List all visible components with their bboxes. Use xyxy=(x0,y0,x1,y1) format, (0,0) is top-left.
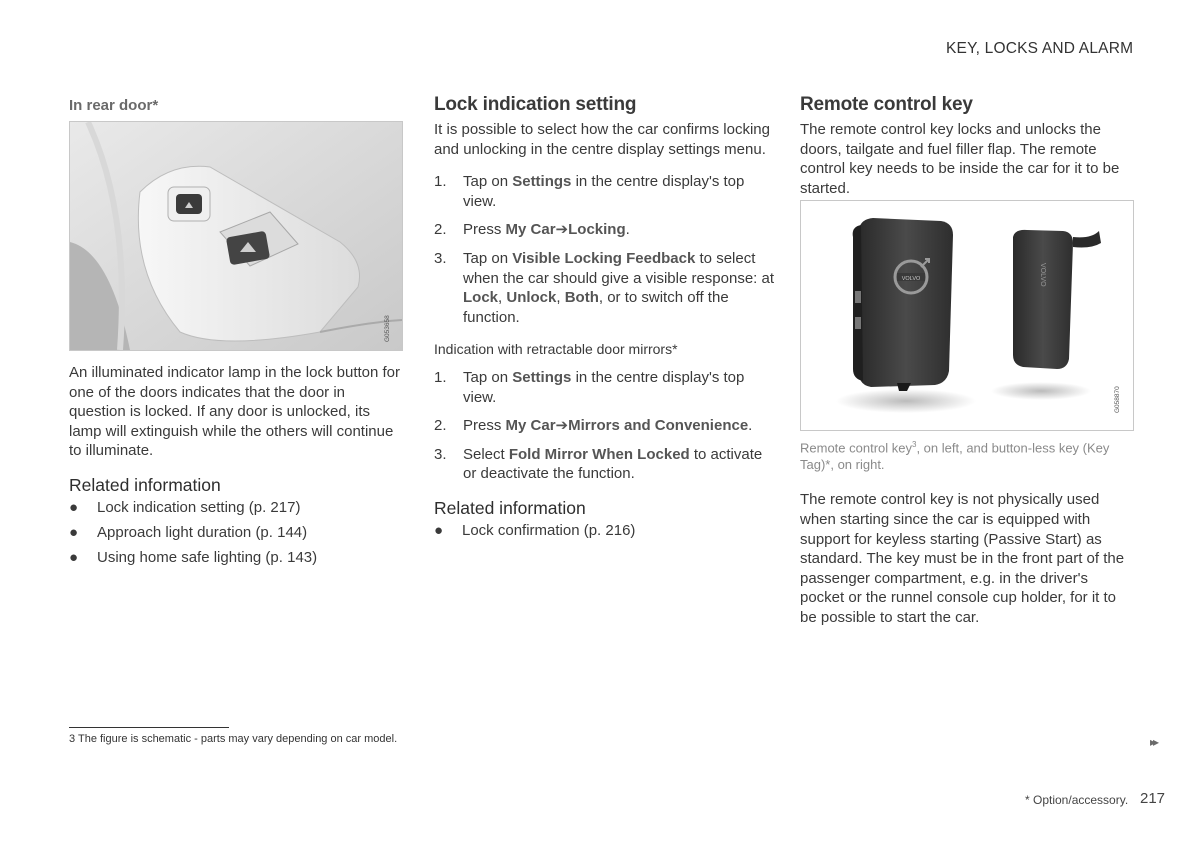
related-info-list xyxy=(69,498,403,568)
ui-term: My Car xyxy=(505,417,556,435)
remote-key-illustration xyxy=(801,201,1133,430)
related-link[interactable]: ● Lock indication setting (p. 217) xyxy=(69,498,301,516)
step-item: 1. Tap on Settings in the centre display's top view. xyxy=(434,368,745,406)
next-page-icon: ▸▸ xyxy=(1150,735,1157,749)
ui-term: Both xyxy=(564,289,599,307)
section-title: KEY, LOCKS AND ALARM xyxy=(946,40,1134,57)
ui-term: Fold Mirror When Locked xyxy=(508,445,690,463)
related-link[interactable]: ● Lock confirmation (p. 216) xyxy=(434,521,636,539)
volvo-logo: VOLVO xyxy=(901,276,921,282)
bullet-icon: ● xyxy=(434,521,444,539)
figure-code: G058870 xyxy=(1114,386,1121,413)
footnote-divider xyxy=(69,727,229,728)
related-info-heading-2: Related information xyxy=(434,497,586,518)
step-item: 3. Select Fold Mirror When Locked to activate or deactivate the function. xyxy=(434,445,763,483)
footnote-ref: 3 xyxy=(912,440,917,449)
related-info-heading: Related information xyxy=(69,474,221,495)
door-lock-illustration xyxy=(70,122,402,350)
rear-door-heading: In rear door* xyxy=(69,97,159,114)
footnote: 3 The figure is schematic - parts may vary depending on car model. xyxy=(69,733,398,745)
ui-term: Settings xyxy=(512,173,572,191)
indicator-paragraph: An illuminated indicator lamp in the lock button for one of the doors indicates that the door in question is locked. If any door is unlocked, its lamp will extinguish while the others will continue to illuminate. xyxy=(69,364,401,460)
remote-key-intro-block xyxy=(800,120,1134,198)
bullet-icon: ● xyxy=(69,549,79,567)
ui-term: Mirrors and Convenience xyxy=(568,417,749,435)
step-item: 2. Press My Car➔Locking. xyxy=(434,221,630,239)
steps-list-2 xyxy=(434,368,774,484)
mirror-subheading: Indication with retractable door mirrors* xyxy=(434,341,678,358)
steps-list-1 xyxy=(434,172,774,327)
key-tag-text: VOLVO xyxy=(1039,263,1046,287)
column-3-body xyxy=(800,436,1134,627)
rear-door-lock-figure xyxy=(69,121,403,351)
ui-term: My Car xyxy=(505,221,556,239)
ui-term: Visible Locking Feedback xyxy=(512,249,696,267)
step-item: 3. Tap on Visible Locking Feedback to select when the car should give a visible response: at Lock, Unlock, Both, or to switch off the function. xyxy=(434,249,775,326)
ui-term: Lock xyxy=(463,289,499,307)
step-item: 2. Press My Car➔Mirrors and Convenience. xyxy=(434,417,753,435)
column-1-body xyxy=(69,363,403,573)
related-info-list-2 xyxy=(434,521,774,541)
bullet-icon: ● xyxy=(69,524,79,542)
remote-key-intro: The remote control key locks and unlocks the doors, tailgate and fuel filler flap. The remote control key needs to be inside the car for it to be started. xyxy=(800,121,1120,197)
option-accessory-note: * Option/accessory. xyxy=(1025,793,1129,807)
ui-term: Settings xyxy=(512,368,572,386)
related-link[interactable]: ● Using home safe lighting (p. 143) xyxy=(69,549,318,567)
page-number: 217 xyxy=(1140,790,1166,807)
column-2-body xyxy=(434,120,774,546)
figure-code: G053658 xyxy=(384,315,391,342)
remote-key-figure xyxy=(800,200,1134,431)
ui-term: Locking xyxy=(568,221,626,239)
bullet-icon: ● xyxy=(69,498,79,516)
lock-indication-intro: It is possible to select how the car confirms locking and unlocking in the centre display settings menu. xyxy=(434,121,770,158)
figure-caption: Remote control key$^3$, on left, and button-less key (Key Tag)*, on right. xyxy=(800,440,1110,473)
arrow-icon: ➔ xyxy=(555,417,569,435)
arrow-icon: ➔ xyxy=(555,221,569,239)
step-item: 1. Tap on Settings in the centre display's top view. xyxy=(434,173,745,210)
ui-term: Unlock xyxy=(506,289,557,307)
lock-indication-heading: Lock indication setting xyxy=(434,94,637,115)
remote-key-paragraph: The remote control key is not physically used when starting since the car is equipped with support for keyless starting (Passive Start) as standard. The key must be in the front part of the passenger compartment, e.g. in the driver's pocket or the runnel console cup holder, for it to be possible to start the car. xyxy=(800,491,1125,626)
remote-key-heading: Remote control key xyxy=(800,94,973,115)
related-link[interactable]: ● Approach light duration (p. 144) xyxy=(69,524,308,542)
